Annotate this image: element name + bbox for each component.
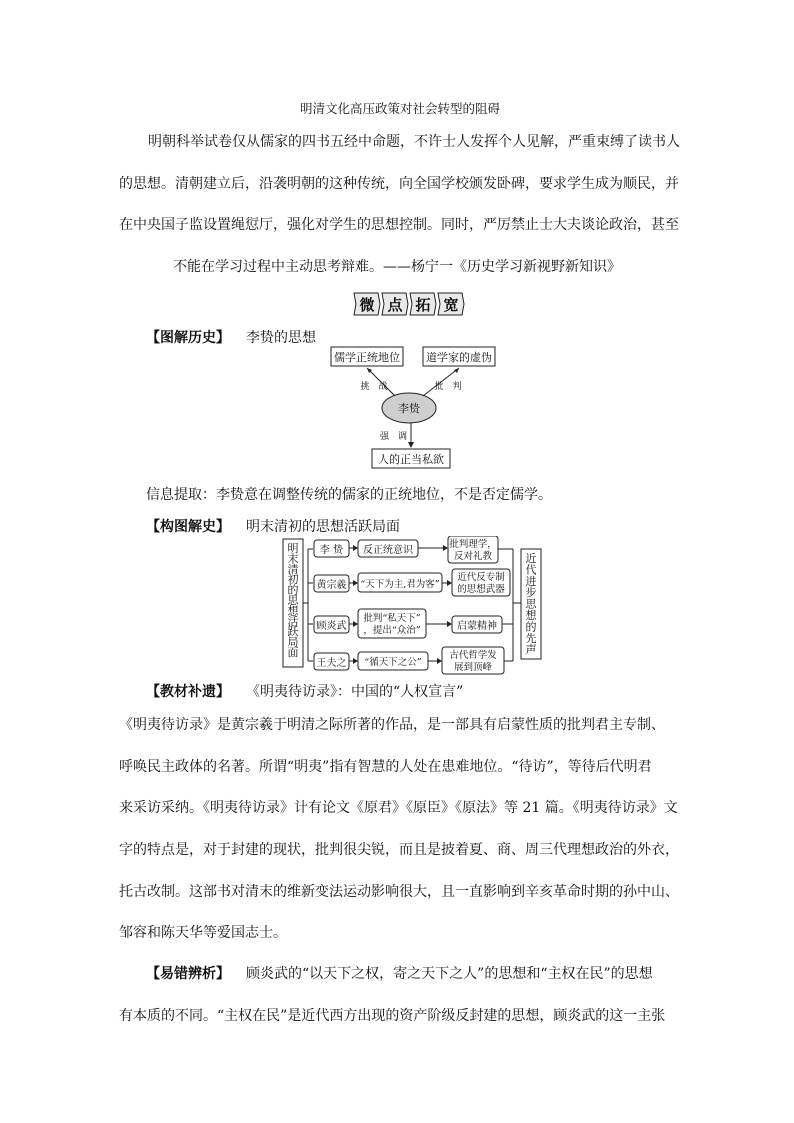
- tujie-label: 【图解历史】: [146, 330, 230, 346]
- jiaocai-line-6: 邹容和陈天华等爱国志士。: [119, 925, 287, 941]
- jiaocai-line-4: 字的特点是，对于封建的现状，批判很尖锐，而且是披着夏、商、周三代理想政治的外衣，: [119, 842, 679, 858]
- yicuo-label: 【易错辨析】: [146, 966, 230, 982]
- thought-diagram: [280, 536, 550, 676]
- row1-idea: 反正统意识: [363, 545, 413, 556]
- row1-result-line2: 反对礼教: [453, 551, 493, 562]
- node-bottom-text: 人的正当私欲: [378, 453, 444, 466]
- intro-line-1: 明朝科举试卷仅从儒家的四书五经中命题，不许士人发挥个人见解，严重束缚了读书人: [148, 134, 680, 150]
- jiaocai-line-1: 《明夷待访录》是黄宗羲于明清之际所著的作品，是一部具有启蒙性质的批判君主专制、: [119, 717, 665, 733]
- row2-person: 黄宗羲: [316, 580, 347, 591]
- row2-idea: “天下为主,君为客”: [360, 579, 440, 590]
- row4-idea: “循天下之公”: [364, 657, 422, 668]
- jiaocai-line-5: 托古改制。这部书对清末的维新变法运动影响很大，且一直影响到辛亥革命时期的孙中山、: [119, 884, 679, 900]
- edge-bottom-label: 强 调: [379, 432, 407, 442]
- arrow-bottom-head: [408, 442, 414, 448]
- banner-char-4: 宽: [443, 296, 459, 314]
- edge-left-label: 挑 战: [360, 382, 388, 392]
- jiaocai-line-3: 来采访采纳。《明夷待访录》计有论文《原君》《原臣》《原法》等 21 篇。《明夷待访录》文: [119, 800, 678, 816]
- row2-result-line1: 近代反专制: [457, 572, 505, 583]
- node-top-right-text: 道学家的虚伪: [426, 351, 492, 364]
- info-text: 信息提取：李贽意在调整传统的儒家的正统地位，不是否定儒学。: [146, 487, 552, 503]
- node-center-text: 李贽: [398, 402, 420, 415]
- row1-person: 李 贽: [319, 545, 344, 556]
- yicuo-line-2: 有本质的不同。“主权在民”是近代西方出现的资产阶级反封建的思想，顾炎武的这一主张: [119, 1008, 666, 1024]
- node-top-left-text: 儒学正统地位: [334, 351, 400, 364]
- edge-right-label: 批 判: [434, 382, 462, 392]
- left-title-text: 明末清初的思想活跃局面: [287, 542, 299, 659]
- row4-person: 王夫之: [316, 658, 347, 669]
- jiaocai-title: 《明夷待访录》：中国的“人权宣言”: [246, 684, 464, 700]
- banner-char-2: 点: [387, 296, 403, 314]
- yicuo-line-1: 顾炎武的“以天下之权，寄之天下之人”的思想和“主权在民”的思想: [246, 966, 653, 982]
- row3-idea-line2: ，提出“众治”: [363, 625, 421, 636]
- intro-line-2: 的思想。清朝建立后，沿袭明朝的这种传统，向全国学校颁发卧碑，要求学生成为顺民，并: [119, 176, 679, 192]
- row4-result-line1: 古代哲学发: [449, 650, 497, 661]
- intro-source: 不能在学习过程中主动思考辩难。——杨宁一《历史学习新视野新知识》: [173, 259, 621, 275]
- jiaocai-line-2: 呼唤民主政体的名著。所谓“明夷”指有智慧的人处在患难地位。“待访”，等待后代明君: [119, 759, 652, 775]
- section-title: 明清文化高压政策对社会转型的阻碍: [300, 101, 501, 116]
- row2-result-line2: 的思想武器: [457, 584, 505, 595]
- row4-result-line2: 展到顶峰: [453, 662, 493, 673]
- section-banner: [350, 290, 470, 318]
- row1-result-line1: 批判理学，: [449, 539, 497, 550]
- row3-idea-line1: 批判“私天下”: [363, 613, 421, 624]
- row3-result: 启蒙精神: [457, 621, 497, 632]
- lizhi-diagram: [320, 342, 510, 472]
- goutu-label: 【构图解史】: [146, 519, 230, 535]
- goutu-title: 明末清初的思想活跃局面: [246, 519, 400, 535]
- banner-char-1: 微: [359, 296, 375, 314]
- row3-person: 顾炎武: [316, 621, 347, 632]
- tujie-title: 李贽的思想: [246, 330, 316, 346]
- intro-line-3: 在中央国子监设置绳愆厅，强化对学生的思想控制。同时，严厉禁止士大夫谈论政治，甚至: [119, 217, 679, 233]
- right-title-text: 近代进步思想的先声: [525, 552, 537, 657]
- jiaocai-label: 【教材补遗】: [146, 684, 230, 700]
- arrow-right-head: [454, 368, 459, 373]
- banner-char-3: 拓: [415, 296, 431, 314]
